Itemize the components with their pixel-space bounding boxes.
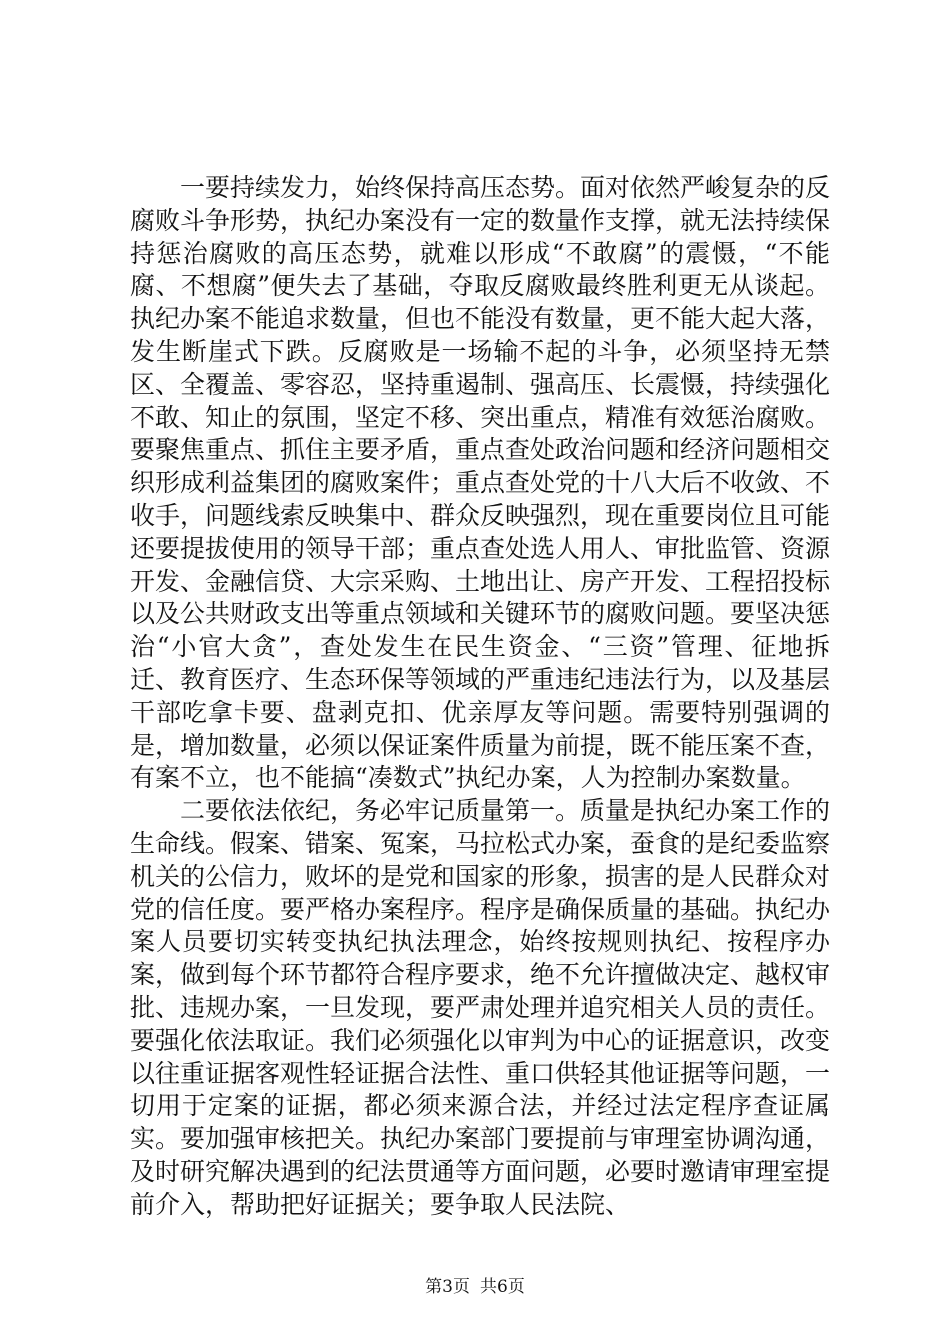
page-total: 共6页 [480,1277,525,1297]
page-number: 第3页 [425,1277,470,1297]
paragraph-2: 二要依法依纪，务必牢记质量第一。质量是执纪办案工作的生命线。假案、错案、冤案，马拉松式办案，蚕食的是纪委监察机关的公信力，败坏的是党和国家的形象，损害的是人民群众对党的信任度。要严格办案程序。程序是确保质量的基础。执纪办案人员要切实转变执纪执法理念，始终按规则执纪、按程序办案，做到每个环节都符合程序要求，绝不允许擅做决定、越权审批、违规办案，一旦发现，要严肃处理并追究相关人员的责任。要强化依法取证。我们必须强化以审判为中心的证据意识，改变以往重证据客观性轻证据合法性、重口供轻其他证据等问题，一切用于定案的证据，都必须来源合法，并经过法定程序查证属实。要加强审核把关。执纪办案部门要提前与审理室协调沟通，及时研究解决遇到的纪法贯通等方面问题，必要时邀请审理室提前介入，帮助把好证据关；要争取人民法院、 [130,796,831,1219]
paragraph-1: 一要持续发力，始终保持高压态势。面对依然严峻复杂的反腐败斗争形势，执纪办案没有一定的数量作支撑，就无法持续保持惩治腐败的高压态势，就难以形成“不敢腐”的震慑，“不能腐、不想腐”便失去了基础，夺取反腐败最终胜利更无从谈起。执纪办案不能追求数量，但也不能没有数量，更不能大起大落，发生断崖式下跌。反腐败是一场输不起的斗争，必须坚持无禁区、全覆盖、零容忍，坚持重遏制、强高压、长震慑，持续强化不敢、知止的氛围，坚定不移、突出重点，精准有效惩治腐败。要聚焦重点、抓住主要矛盾，重点查处政治问题和经济问题相交织形成利益集团的腐败案件；重点查处党的十八大后不收敛、不收手，问题线索反映集中、群众反映强烈，现在重要岗位且可能还要提拔使用的领导干部；重点查处选人用人、审批监管、资源开发、金融信贷、大宗采购、土地出让、房产开发、工程招投标以及公共财政支出等重点领域和关键环节的腐败问题。要坚决惩治“小官大贪”，查处发生在民生资金、“三资”管理、征地拆迁、教育医疗、生态环保等领域的严重违纪违法行为，以及基层干部吃拿卡要、盘剥克扣、优亲厚友等问题。需要特别强调的是，增加数量，必须以保证案件质量为前提，既不能压案不查，有案不立，也不能搞“凑数式”执纪办案，人为控制办案数量。 [130,173,831,793]
page-footer [0,1272,950,1297]
document-body [130,172,830,1222]
